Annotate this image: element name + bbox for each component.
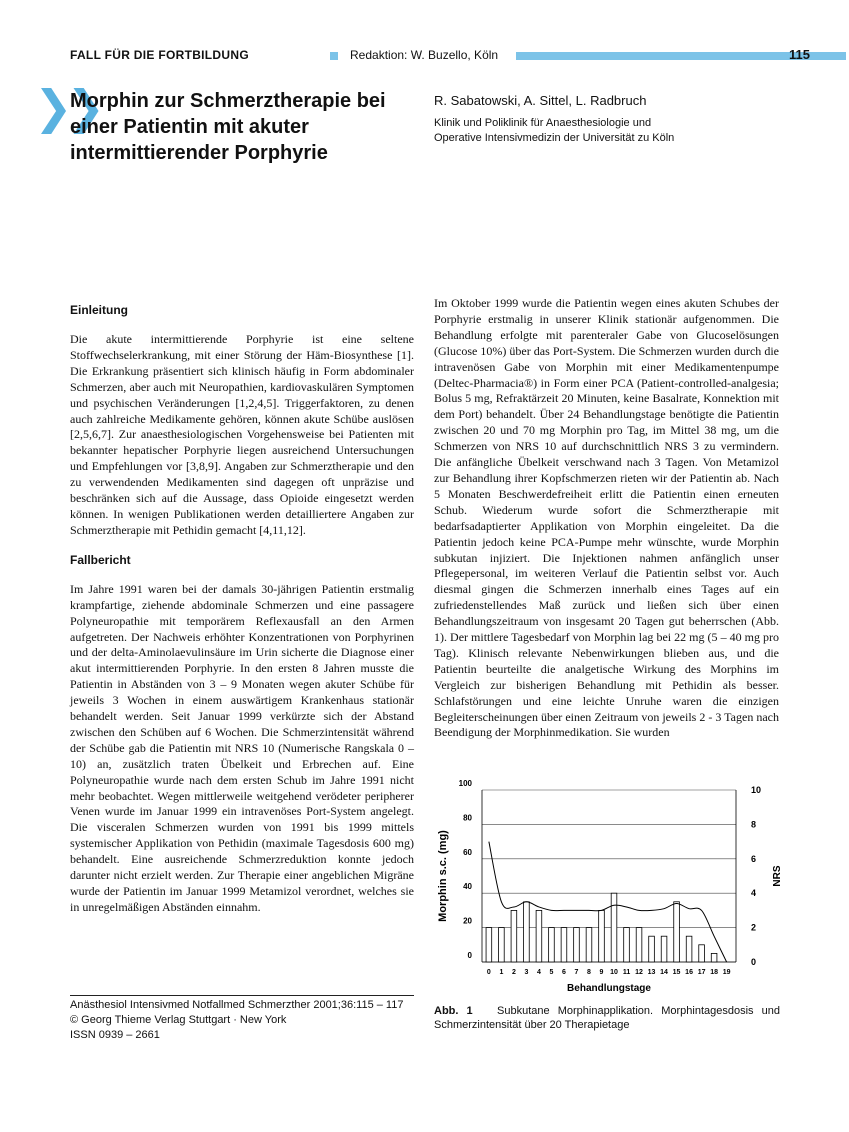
x-tick-label: 9 [599,969,604,976]
page-header [70,46,810,68]
bar [574,928,580,962]
bar [699,945,705,962]
y2-tick-label: 10 [751,785,762,795]
x-tick-label: 13 [647,969,656,976]
x-tick-label: 4 [536,969,541,976]
right-paragraph: Im Oktober 1999 wurde die Patientin wegen eines akuten Schubes der Porphyrie erstmalig in unserer Klinik stationär aufgenommen. Die Behandlung erfolgte mit parenteraler Gabe von Glucoselösungen (Glucose 10%) über das Port-System. Die Schmerzen wurden durch die intravenösen Gabe von Morphin mit einer Medikamentenpumpe (Deltec-Pharmacia®) in Form einer PCA (Patient-controlled-analgesia; Bolus 5 mg, Refraktärzeit 20 Minuten, keine Basalrate, Konnektion mit dem Port) behandelt. Über 24 Behandlungstage benötigte die Patientin zwischen 20 und 70 mg Morphin pro Tag, im Mittel 38 mg, um die Schmerzen von NRS 10 auf durchschnittlich NRS 3 zu vermindern. Die anfängliche Übelkeit verschwand nach 3 Tagen. Von Metamizol zur Behandlung ihrer Kopfschmerzen rieten wir der Patientin ab. Nach 5 Monaten Beschwerdefreiheit erlitt die Patientin einen erneuten Schub. Wiederum wurde sofort die Schmerztherapie mit bedarfsadaptierter Applikation von Morphin eingeleitet. Da die Patientin jedoch keine PCA-Pumpe mehr wünschte, wurde Morphin subkutan injiziert. Die Injektionen nahmen anfänglich unser Pflegepersonal, im weiteren Verlauf die Patientin selbst vor. Auch diesmal gingen die Schmerzen innerhalb eines Tages auf ein zufriedenstellendes Maß zurück und ließen sich über einen Behandlungszeitraum von insgesamt 20 Tagen gut beherrschen (Abb. 1). Der mittlere Tagesbedarf von Morphin lag bei 22 mg (5 – 40 mg pro Tag). Klinisch relevante Nebenwirkungen blieben aus, und die Patientin beurteilte die analgetische Wirkung des Morphins im Vergleich zur bisherigen Behandlung mit Pethidin als besser. Schlafstörungen und eine leichte Unruhe waren die einzigen Begleiterscheinungen über einen Zeitraum von jeweils 2 - 3 Tagen nach Beendigung der Morphinmedikation. Sie wurden [434,296,779,740]
section-label: FALL FÜR DIE FORTBILDUNG [70,48,249,62]
y2-tick-label: 0 [751,957,757,967]
x-tick-label: 12 [635,969,643,976]
bar [611,893,617,962]
x-tick-label: 16 [685,969,693,976]
figure-caption [434,1004,780,1032]
bar [649,936,655,962]
footer-citation: Anästhesiol Intensivmed Notfallmed Schmerzther 2001;36:115 – 117 [70,999,404,1011]
bar [599,910,605,962]
x-tick-label: 3 [524,969,529,976]
x-tick-label: 8 [587,969,591,976]
chart-svg [434,778,784,998]
y-tick-label: 40 [463,882,472,892]
header-square-icon [330,52,338,60]
article-affiliation [434,116,754,146]
footer-rule [70,995,414,996]
bar [624,928,630,962]
heading-intro: Einleitung [70,303,128,317]
x-tick-label: 11 [622,969,631,976]
x-tick-label: 0 [486,969,491,976]
x-tick-label: 6 [562,969,566,976]
y-tick-label: 0 [467,951,472,960]
bar [536,910,542,962]
affiliation-line-2: Operative Intensivmedizin der Universität zu Köln [434,132,675,144]
bar [711,953,717,962]
left-column [70,303,414,930]
footer-issn: ISSN 0939 – 2661 [70,1029,160,1041]
x-tick-label: 10 [610,969,618,976]
quote-mark-icon: ❯❯ [34,81,100,133]
footer-publisher: © Georg Thieme Verlag Stuttgart · New York [70,1014,287,1026]
bar [549,928,555,962]
figure-caption-text: Subkutane Morphinapplikation. Morphintagesdosis und Schmerzintensität über 20 Therapietage [434,1005,780,1031]
article-authors: R. Sabatowski, A. Sittel, L. Radbruch [434,93,647,108]
x-tick-label: 15 [672,969,681,976]
article-title: Morphin zur Schmerztherapie bei einer Patientin mit akuter intermittierender Porphyrie [70,90,386,164]
y-tick-label: 80 [463,813,472,823]
x-tick-label: 2 [511,969,516,976]
y2-tick-label: 6 [751,853,757,864]
x-axis-label: Behandlungstage [567,983,651,994]
bar [674,902,680,962]
page-number: 115 [789,47,810,62]
x-tick-label: 1 [499,969,504,976]
y-tick-label: 60 [463,847,472,857]
figure-label: Abb. 1 [434,1005,473,1017]
y-tick-label: 100 [458,779,472,788]
case-paragraph: Im Jahre 1991 waren bei der damals 30-jährigen Patientin erstmalig krampfartige, ziehende abdominale Schmerzen und eine passagere Polyneuropathie mit temporärem Reflexausfall an den Armen aufgetreten. Der Nachweis erhöhter Konzentrationen von Porphyrinen und der delta-Aminolaevulinsäure im Urin sicherte die Diagnose einer akut intermittierenden Porphyrie. In den ersten 8 Jahren musste die Patientin in Abständen von 3 – 9 Monaten wegen akuter Schübe für jeweils 3 Wochen in einem auswärtigem Krankenhaus stationär behandelt werden. Seit Januar 1999 verkürzte sich der Abstand zwischen den Schüben auf 6 Wochen. Die Schmerzintensität während der Schübe gab die Patientin mit NRS 10 (Numerische Rangskala 0 – 10) an, zusätzlich traten Übelkeit und Erbrechen auf. Eine Polyneuropathie wurde nach dem ersten Schub im Jahre 1991 nicht mehr beobachtet. Wegen mittlerweile weitgehend verödeter peripherer Venen wurde im Januar 1999 ein intravenöses Port-System angelegt. Die visceralen Schmerzen wurden von 1991 bis 1999 mittels systemischer Applikation von Pethidin (maximale Tagesdosis 600 mg) behandelt. Eine ausreichende Schmerzreduktion konnte jedoch darunter nicht erzielt werden. Zur Therapie einer angeblichen Migräne wurde der Patientin im Januar 1999 Metamizol verordnet, welches sie in unregelmäßigen Abständen einnahm. [70,581,414,914]
x-tick-label: 17 [697,969,706,976]
y2-axis-label: NRS [772,865,783,887]
bar [524,902,530,962]
bar [561,928,567,962]
bar [686,936,692,962]
editor-label: Redaktion: W. Buzello, Köln [350,48,499,62]
footer [70,998,403,1043]
x-tick-label: 14 [660,969,668,976]
bar [486,928,492,962]
y2-tick-label: 2 [751,922,757,933]
intro-paragraph: Die akute intermittierende Porphyrie ist eine seltene Stoffwechselerkrankung, mit einer Störung der Häm-Biosynthese [1]. Die Erkrankung präsentiert sich klinisch häufig in Form abdominaler Schmerzen, aber auch mit Neuropathien, kardiovaskulären Symptomen und psychischen Veränderungen [1,2,4,5]. Triggerfaktoren, zu denen auch zahlreiche Medikamente gehören, können akute Schübe auslösen [2,5,6,7]. Zur anaesthesiologischen Vorgehensweise bei Patienten mit bekannter hepatischer Porphyrie liegen ausreichend Untersuchungen und Empfehlungen vor [3,8,9]. Angaben zur Schmerztherapie und den zu verwendenden Medikamenten sind dagegen oft unpräzise und beschränken sich auf die Aussage, dass Opioide eingesetzt werden können. In wenigen Publikationen werden detailliertere Angaben zur Schmerztherapie mit Pethidin gemacht [4,11,12]. [70,332,414,537]
bar [586,928,592,962]
bar [511,910,517,962]
x-tick-label: 5 [549,969,554,976]
y2-tick-label: 8 [751,819,757,830]
right-column [434,296,779,755]
bar [661,936,667,962]
y-axis-label: Morphin s.c. (mg) [437,830,449,922]
bar [499,928,505,962]
bar [636,928,642,962]
heading-case: Fallbericht [70,552,131,567]
figure-chart [434,778,784,998]
y-tick-label: 20 [463,916,472,926]
x-tick-label: 19 [722,969,731,976]
x-tick-label: 18 [710,969,719,976]
y2-tick-label: 4 [751,888,757,899]
x-tick-label: 7 [574,969,579,976]
affiliation-line-1: Klinik und Poliklinik für Anaesthesiologie und [434,117,652,129]
